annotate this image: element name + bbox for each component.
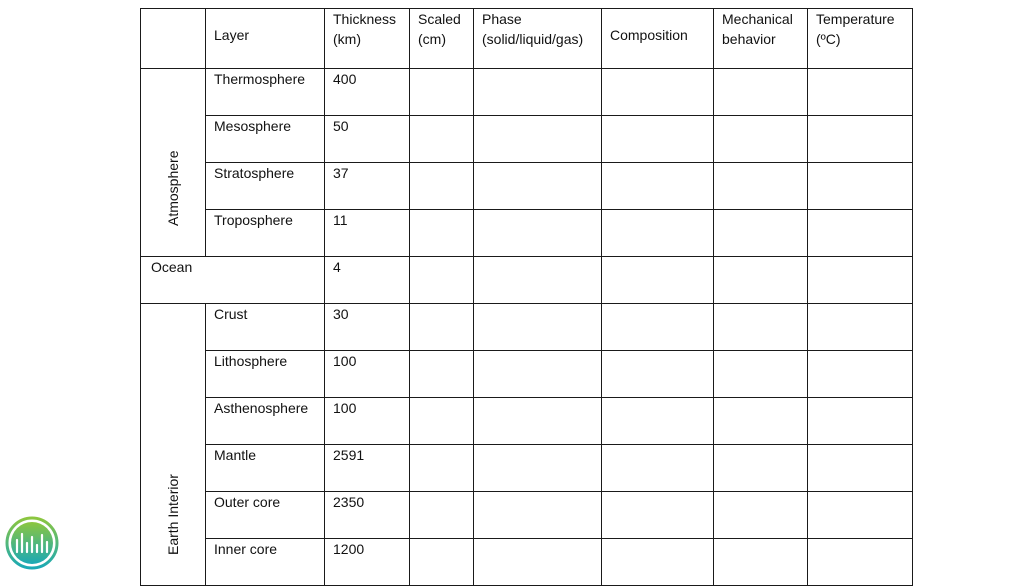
empty-cell [410, 116, 474, 163]
empty-cell [808, 398, 913, 445]
table-row [141, 492, 913, 539]
empty-cell [474, 210, 602, 257]
header-row [141, 9, 913, 69]
thickness-value: 50 [325, 116, 410, 163]
empty-cell [714, 445, 808, 492]
empty-cell [602, 163, 714, 210]
thickness-value: 2591 [325, 445, 410, 492]
empty-cell [602, 116, 714, 163]
empty-cell [714, 492, 808, 539]
empty-cell [808, 69, 913, 116]
empty-cell [410, 69, 474, 116]
empty-cell [808, 539, 913, 586]
table-row [141, 163, 913, 210]
layer-name: Outer core [206, 492, 325, 539]
empty-cell [602, 257, 714, 304]
empty-cell [808, 351, 913, 398]
empty-cell [474, 351, 602, 398]
header-phase: Phase (solid/liquid/gas) [474, 9, 602, 69]
layer-name: Lithosphere [206, 351, 325, 398]
thickness-value: 400 [325, 69, 410, 116]
group-atmosphere [141, 69, 206, 257]
group-label-earth-interior: Earth Interior [165, 474, 181, 555]
empty-cell [808, 492, 913, 539]
empty-cell [474, 116, 602, 163]
earth-layers-table [140, 8, 913, 586]
empty-cell [410, 257, 474, 304]
empty-cell [714, 304, 808, 351]
empty-cell [602, 445, 714, 492]
empty-cell [808, 304, 913, 351]
empty-cell [602, 210, 714, 257]
empty-cell [474, 304, 602, 351]
thickness-value: 11 [325, 210, 410, 257]
empty-cell [474, 398, 602, 445]
empty-cell [474, 539, 602, 586]
header-composition: Composition [602, 9, 714, 69]
empty-cell [808, 116, 913, 163]
layer-name: Mantle [206, 445, 325, 492]
group-label-atmosphere: Atmosphere [165, 150, 181, 226]
header-scaled: Scaled (cm) [410, 9, 474, 69]
empty-cell [714, 69, 808, 116]
layer-name: Asthenosphere [206, 398, 325, 445]
layer-name: Crust [206, 304, 325, 351]
layer-name: Inner core [206, 539, 325, 586]
empty-cell [714, 210, 808, 257]
empty-cell [602, 539, 714, 586]
table-row [141, 304, 913, 351]
empty-cell [714, 351, 808, 398]
layer-name: Troposphere [206, 210, 325, 257]
empty-cell [410, 492, 474, 539]
layer-name: Mesosphere [206, 116, 325, 163]
table-row [141, 69, 913, 116]
header-temperature: Temperature (ºC) [808, 9, 913, 69]
empty-cell [410, 163, 474, 210]
channel-logo [5, 516, 59, 570]
thickness-value: 4 [325, 257, 410, 304]
table-row [141, 398, 913, 445]
empty-cell [714, 116, 808, 163]
table-row [141, 257, 913, 304]
empty-cell [808, 163, 913, 210]
empty-cell [602, 398, 714, 445]
thickness-value: 30 [325, 304, 410, 351]
empty-cell [410, 210, 474, 257]
thickness-value: 2350 [325, 492, 410, 539]
empty-cell [714, 163, 808, 210]
empty-cell [714, 257, 808, 304]
group-ocean: Ocean [141, 257, 325, 304]
layer-name: Stratosphere [206, 163, 325, 210]
thickness-value: 100 [325, 398, 410, 445]
table-row [141, 351, 913, 398]
empty-cell [602, 492, 714, 539]
empty-cell [410, 398, 474, 445]
empty-cell [602, 69, 714, 116]
thickness-value: 100 [325, 351, 410, 398]
empty-cell [714, 398, 808, 445]
empty-cell [410, 304, 474, 351]
header-thickness: Thickness (km) [325, 9, 410, 69]
thickness-value: 37 [325, 163, 410, 210]
empty-cell [602, 304, 714, 351]
empty-cell [808, 210, 913, 257]
layer-name: Thermosphere [206, 69, 325, 116]
empty-cell [714, 539, 808, 586]
header-group-cell [141, 9, 206, 69]
empty-cell [808, 257, 913, 304]
logo-icon [5, 516, 59, 570]
empty-cell [474, 492, 602, 539]
empty-cell [808, 445, 913, 492]
empty-cell [410, 445, 474, 492]
empty-cell [410, 351, 474, 398]
empty-cell [474, 257, 602, 304]
empty-cell [602, 351, 714, 398]
table-row [141, 539, 913, 586]
empty-cell [410, 539, 474, 586]
empty-cell [474, 445, 602, 492]
thickness-value: 1200 [325, 539, 410, 586]
empty-cell [474, 69, 602, 116]
table-row [141, 210, 913, 257]
empty-cell [474, 163, 602, 210]
table-row [141, 116, 913, 163]
group-earth-interior [141, 304, 206, 586]
table-row [141, 445, 913, 492]
header-mechanical: Mechanical behavior [714, 9, 808, 69]
header-layer: Layer [206, 9, 325, 69]
